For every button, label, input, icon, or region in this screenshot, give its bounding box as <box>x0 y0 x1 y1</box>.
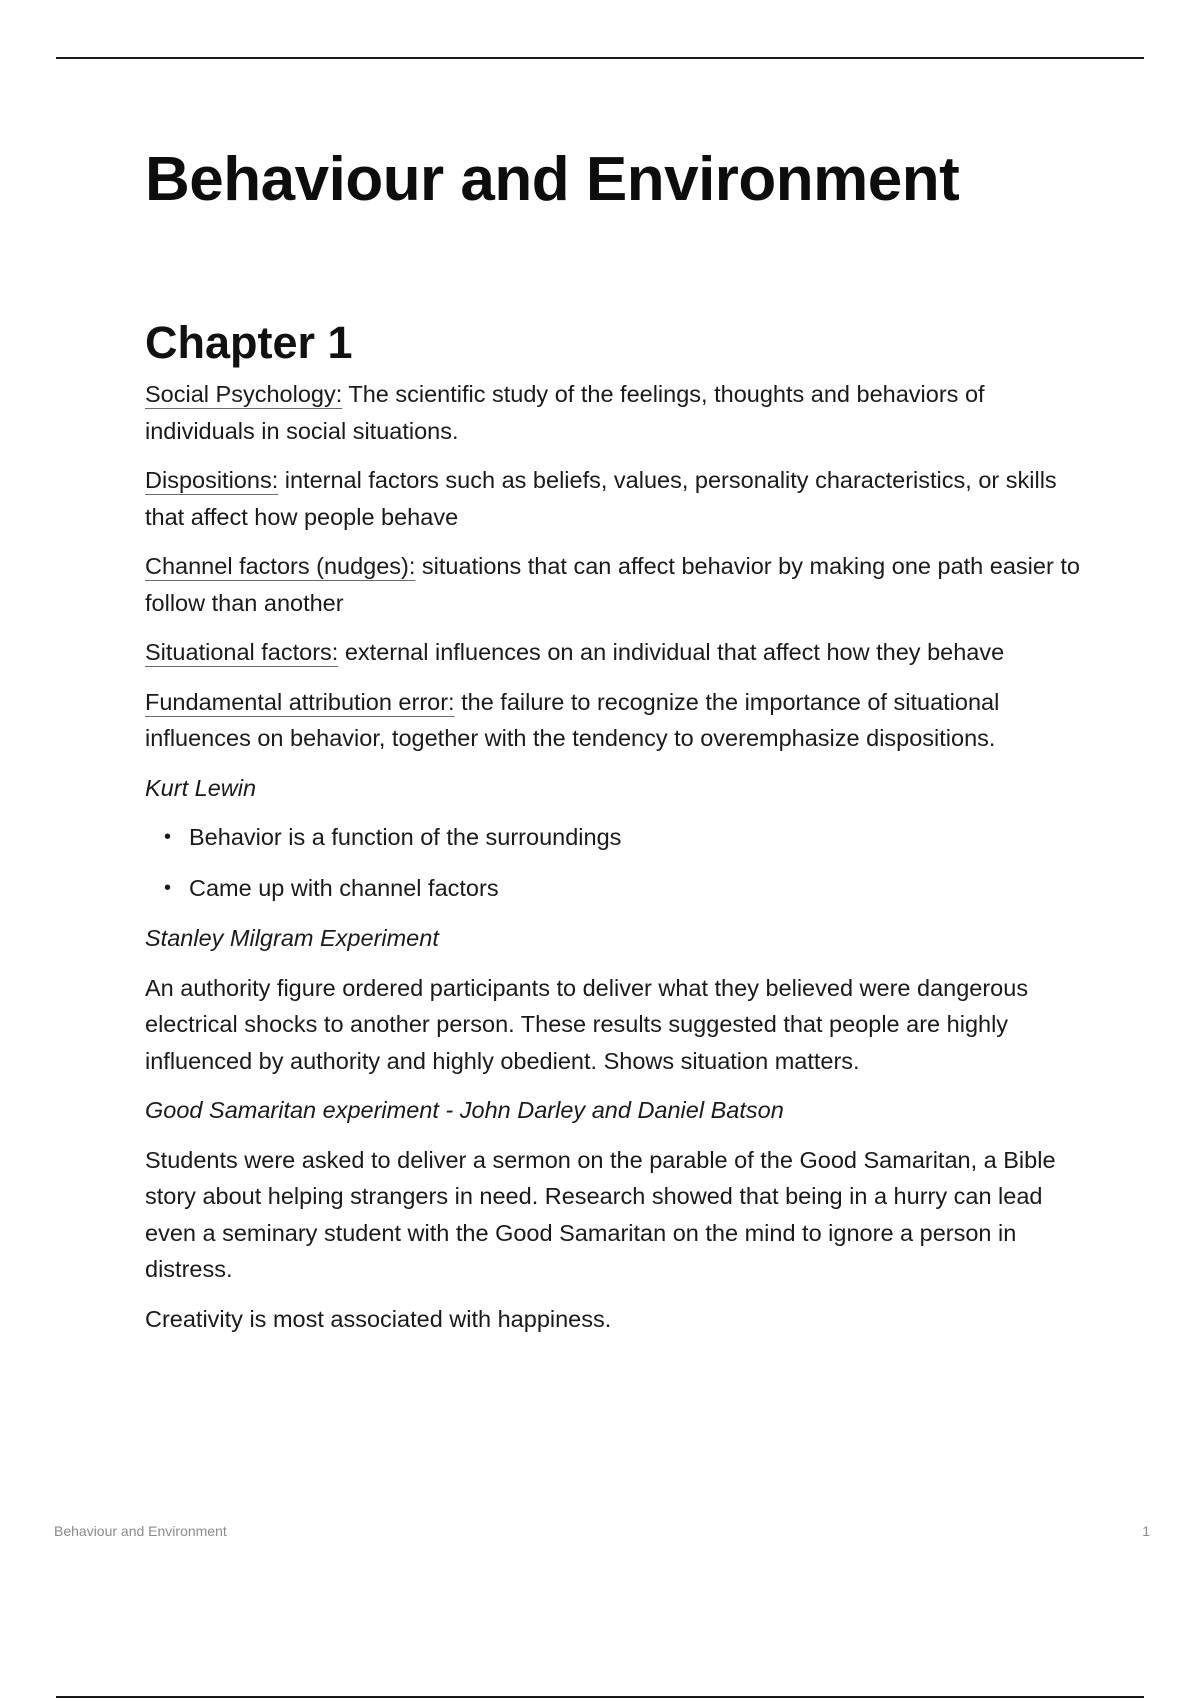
definition-fundamental-attribution-error <box>145 684 1095 757</box>
definition-text: the failure to recognize the importance of situational influences on behavior, together with the tendency to overemphasize dispositions. <box>145 688 1000 751</box>
definition-text: external influences on an individual that affect how they behave <box>338 639 1005 665</box>
definition-text: situations that can affect behavior by making one path easier to follow than another <box>145 553 1080 616</box>
bottom-divider <box>56 1696 1144 1698</box>
definition-social-psychology <box>145 376 1095 449</box>
milgram-text: An authority figure ordered participants to deliver what they believed were dangerous electrical shocks to another person. These results suggested that people are highly influenced by authority and highly obedient. Shows situation matters. <box>145 974 1029 1074</box>
definition-channel-factors <box>145 548 1095 621</box>
samaritan-text: Students were asked to deliver a sermon on the parable of the Good Samaritan, a Bible story about helping strangers in need. Research showed that being in a hurry can lead even a seminary student with the Good Samaritan on the mind to ignore a person in distress. <box>145 1146 1056 1282</box>
footer-title: Behaviour and Environment <box>54 1523 227 1539</box>
definition-text: internal factors such as beliefs, values, personality characteristics, or skills that affect how people behave <box>145 467 1057 530</box>
list-item <box>164 870 1095 907</box>
bullet-icon: • <box>164 876 172 899</box>
list-item-text: Behavior is a function of the surroundings <box>189 824 622 850</box>
closing-statement: Creativity is most associated with happiness. <box>145 1305 612 1332</box>
list-item-text: Came up with channel factors <box>189 874 499 901</box>
bullet-icon: • <box>164 826 172 848</box>
page-content <box>145 140 1095 1350</box>
definition-term: Fundamental attribution error: <box>145 688 455 715</box>
definition-term: Channel factors (nudges): <box>145 553 416 579</box>
lewin-heading: Kurt Lewin <box>145 774 257 801</box>
definition-term: Dispositions: <box>145 467 279 493</box>
chapter-heading: Chapter 1 <box>145 317 353 368</box>
samaritan-heading: Good Samaritan experiment - John Darley and Daniel Batson <box>145 1097 784 1123</box>
lewin-bullet-list <box>145 819 1095 906</box>
definition-dispositions <box>145 462 1095 535</box>
top-divider <box>56 57 1144 59</box>
definitions-section <box>145 376 1095 757</box>
milgram-heading: Stanley Milgram Experiment <box>145 925 439 951</box>
definition-term: Situational factors: <box>145 639 339 665</box>
page-number: 1 <box>1142 1523 1150 1539</box>
definition-text: The scientific study of the feelings, thoughts and behaviors of individuals in social situations. <box>145 381 985 444</box>
definition-term: Social Psychology: <box>145 381 343 407</box>
page-title: Behaviour and Environment <box>145 145 960 214</box>
list-item <box>164 819 1095 856</box>
definition-situational-factors <box>145 634 1095 671</box>
